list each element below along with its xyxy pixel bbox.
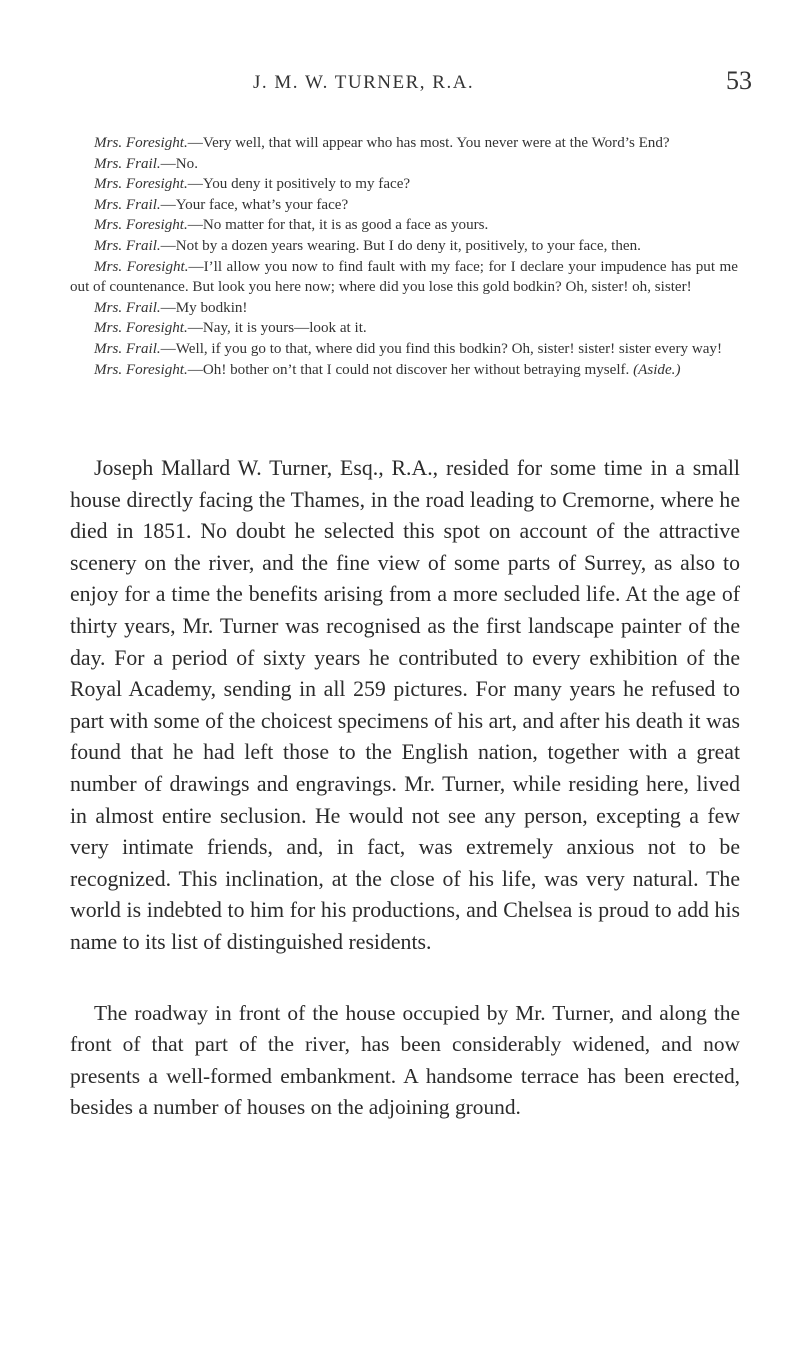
dialogue-text: —No matter for that, it is as good a face as yours. — [187, 217, 489, 234]
speaker-name: Mrs. Foresight. — [94, 217, 188, 234]
dialogue-line — [70, 360, 738, 381]
speaker-name: Mrs. Foresight. — [94, 176, 188, 193]
dialogue-block — [70, 133, 738, 380]
dialogue-line — [70, 215, 738, 236]
speaker-name: Mrs. Frail. — [94, 155, 161, 172]
dialogue-text: —Oh! bother on’t that I could not discover her without betraying myself. — [187, 361, 630, 378]
speaker-name: Mrs. Foresight. — [94, 320, 188, 337]
dialogue-text: —Well, if you go to that, where did you find this bodkin? Oh, sister! sister! sister every way! — [160, 340, 723, 357]
dialogue-text: —Not by a dozen years wearing. But I do deny it, positively, to your face, then. — [160, 237, 641, 254]
dialogue-text: —Nay, it is yours—look at it. — [187, 320, 367, 337]
main-text — [70, 453, 740, 1124]
paragraph-roadway: The roadway in front of the house occupied by Mr. Turner, and along the front of that part of the river, has been considerably widened, and now presents a well-formed embankment. A handsome terrace has been erected, besides a number of houses on the adjoining ground. — [70, 1000, 740, 1120]
dialogue-line — [70, 174, 738, 195]
speaker-name: Mrs. Frail. — [94, 299, 161, 316]
dialogue-line — [70, 257, 738, 298]
dialogue-text: —I’ll allow you now to find fault with my face; for I declare your impudence has put me out of countenance. But look you here now; where did you lose this gold bodkin? Oh, sister! oh, sister! — [70, 258, 738, 296]
dialogue-text: —No. — [160, 155, 198, 172]
dialogue-line — [70, 298, 738, 319]
paragraph-turner-residence: Joseph Mallard W. Turner, Esq., R.A., resided for some time in a small house directly facing the Thames, in the road leading to Cremorne, where he died in 1851. No doubt he selected this spot on account of the attractive scenery on the river, and the fine view of some parts of Surrey, as also to enjoy for a time the benefits arising from a more secluded life. At the age of thirty years, Mr. Turner was recognised as the first landscape painter of the day. For a period of sixty years he contributed to every exhibition of the Royal Academy, sending in all 259 pictures. For many years he refused to part with some of the choicest specimens of his art, and after his death it was found that he had left those to the English nation, together with a great number of drawings and engravings. Mr. Turner, while residing here, lived in almost entire seclusion. He would not see any person, excepting a few very intimate friends, and, in fact, was extremely anxious not to be recognized. This inclination, at the close of his life, was very natural. The world is indebted to him for his productions, and Chelsea is proud to add his name to its list of distinguished residents. — [70, 456, 740, 954]
dialogue-text: —Your face, what’s your face? — [160, 196, 349, 213]
speaker-name: Mrs. Frail. — [94, 340, 161, 357]
dialogue-text: —My bodkin! — [160, 299, 248, 316]
speaker-name: Mrs. Foresight. — [94, 258, 189, 275]
stage-direction: (Aside.) — [633, 361, 681, 378]
dialogue-text: —You deny it positively to my face? — [187, 176, 411, 193]
dialogue-text: —Very well, that will appear who has most. You never were at the Word’s End? — [187, 135, 670, 151]
running-title: J. M. W. TURNER, R.A. — [253, 72, 475, 93]
dialogue-line — [70, 154, 738, 175]
speaker-name: Mrs. Frail. — [94, 237, 161, 254]
dialogue-line — [70, 236, 738, 257]
running-head — [0, 66, 800, 96]
speaker-name: Mrs. Foresight. — [94, 361, 188, 378]
page-number: 53 — [726, 66, 752, 95]
dialogue-line — [70, 133, 738, 154]
dialogue-line — [70, 195, 738, 216]
dialogue-line — [70, 339, 738, 360]
speaker-name: Mrs. Frail. — [94, 196, 161, 213]
dialogue-line — [70, 318, 738, 339]
speaker-name: Mrs. Foresight. — [94, 135, 188, 151]
